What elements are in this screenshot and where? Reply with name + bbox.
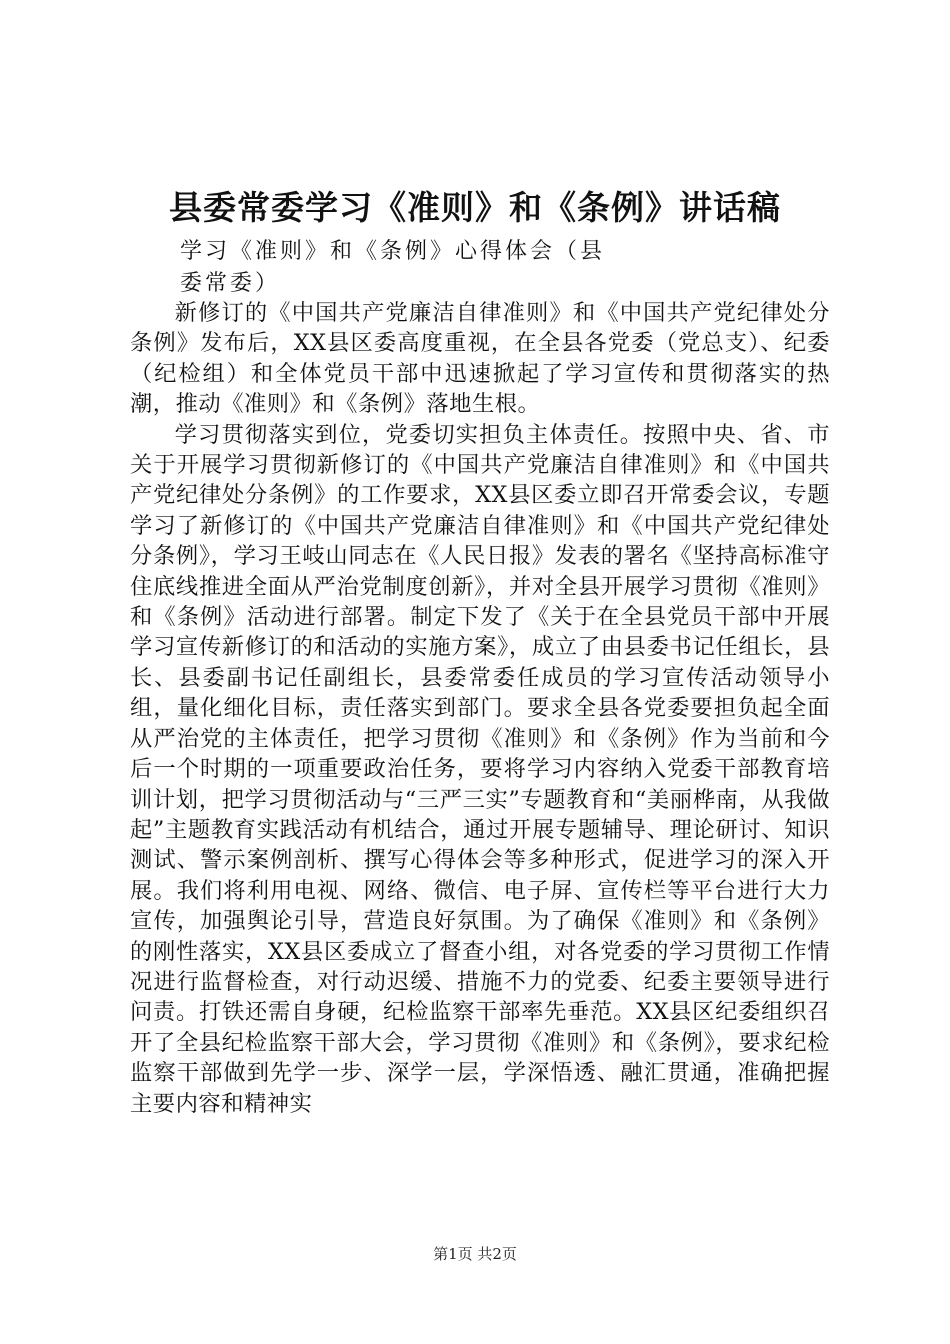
body-paragraph: 新修订的《中国共产党廉洁自律准则》和《中国共产党纪律处分条例》发布后，XX县区委高度重视，在全县各党委（党总支）、纪委（纪检组）和全体党员干部中迅速掀起了学习宣传和贯彻落实的热潮，推动《准则》和《条例》落地生根。 — [130, 300, 830, 418]
document-title: 县委常委学习《准则》和《条例》讲话稿 — [169, 188, 781, 227]
document-body — [130, 298, 830, 1119]
page-footer: 第1页 共2页 — [433, 1245, 517, 1263]
body-paragraph: 学习贯彻落实到位，党委切实担负主体责任。按照中央、省、市关于开展学习贯彻新修订的《中国共产党廉洁自律准则》和《中国共产党纪律处分条例》的工作要求，XX县区委立即召开常委会议，专题学习了新修订的《中国共产党廉洁自律准则》和《中国共产党纪律处分条例》，学习王岐山同志在《人民日报》发表的署名《坚持高标准守住底线推进全面从严治党制度创新》，并对全县开展学习贯彻《准则》和《条例》活动进行部署。制定下发了《关于在全县党员干部中开展学习宣传新修订的和活动的实施方案》，成立了由县委书记任组长，县长、县委副书记任副组长，县委常委任成员的学习宣传活动领导小组，量化细化目标，责任落实到部门。要求全县各党委要担负起全面从严治党的主体责任，把学习贯彻《准则》和《条例》作为当前和今后一个时期的一项重要政治任务，要将学习内容纳入党委干部教育培训计划，把学习贯彻活动与“三严三实”专题教育和“美丽桦南，从我做起”主题教育实践活动有机结合，通过开展专题辅导、理论研讨、知识测试、警示案例剖析、撰写心得体会等多种形式，促进学习的深入开展。我们将利用电视、网络、微信、电子屏、宣传栏等平台进行大力宣传，加强舆论引导，营造良好氛围。为了确保《准则》和《条例》的刚性落实，XX县区委成立了督查小组，对各党委的学习贯彻工作情况进行监督检查，对行动迟缓、措施不力的党委、纪委主要领导进行问责。打铁还需自身硬，纪检监察干部率先垂范。XX县区纪委组织召开了全县纪检监察干部大会，学习贯彻《准则》和《条例》，要求纪检监察干部做到先学一步、深学一层，学深悟透、融汇贯通，准确把握主要内容和精神实 — [130, 421, 830, 1117]
document-subtitle: 学习《准则》和《条例》心得体会（县委常委） — [180, 239, 606, 296]
